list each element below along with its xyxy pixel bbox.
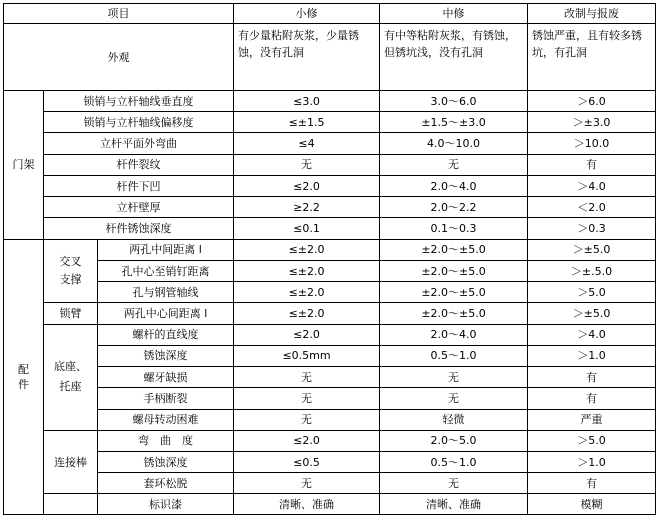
row-medium: 2.0～2.2 bbox=[380, 197, 528, 218]
table-row bbox=[4, 388, 656, 409]
table-row bbox=[4, 473, 656, 494]
row-name: 孔与钢管轴线 bbox=[98, 282, 234, 303]
row-name: 杆件下凹 bbox=[44, 175, 234, 196]
row-medium: ±2.0～±5.0 bbox=[380, 303, 528, 324]
table-row bbox=[4, 154, 656, 175]
row-name: 锈蚀深度 bbox=[98, 345, 234, 366]
row-medium: ±2.0～±5.0 bbox=[380, 260, 528, 281]
row-minor: 无 bbox=[234, 409, 380, 430]
table-row bbox=[4, 494, 656, 515]
row-medium: 0.5～1.0 bbox=[380, 452, 528, 473]
row-minor: 无 bbox=[234, 388, 380, 409]
row-minor: ≤±2.0 bbox=[234, 260, 380, 281]
accessories-label bbox=[4, 239, 44, 514]
table-row bbox=[4, 239, 656, 260]
lock-arm-label: 锁臂 bbox=[44, 303, 98, 324]
row-scrap: ＞±.5.0 bbox=[528, 260, 656, 281]
header-minor: 小修 bbox=[234, 4, 380, 24]
cross-brace-label bbox=[44, 239, 98, 303]
table-row bbox=[4, 175, 656, 196]
row-scrap: ＞0.3 bbox=[528, 218, 656, 239]
row-minor: 无 bbox=[234, 367, 380, 388]
appearance-medium: 有中等粘附灰浆，有锈蚀，但锈坑浅，没有孔洞 bbox=[380, 24, 528, 91]
row-name: 螺杆的直线度 bbox=[98, 324, 234, 345]
row-scrap: 有 bbox=[528, 388, 656, 409]
header-item: 项目 bbox=[4, 4, 234, 24]
appearance-scrap: 锈蚀严重，且有较多锈坑，有孔洞 bbox=[528, 24, 656, 91]
table-row bbox=[4, 218, 656, 239]
appearance-minor: 有少量粘附灰浆，少量锈蚀，没有孔洞 bbox=[234, 24, 380, 91]
row-name: 套环松脱 bbox=[98, 473, 234, 494]
row-minor: 无 bbox=[234, 473, 380, 494]
row-scrap: ＞6.0 bbox=[528, 91, 656, 112]
row-name: 弯 曲 度 bbox=[98, 430, 234, 451]
table-row bbox=[4, 324, 656, 345]
row-scrap: ＞±5.0 bbox=[528, 303, 656, 324]
accessories-label-text: 配件 bbox=[18, 362, 29, 391]
row-minor: ≤4 bbox=[234, 133, 380, 154]
row-minor: ≤2.0 bbox=[234, 175, 380, 196]
header-row bbox=[4, 4, 656, 24]
row-scrap: ＞5.0 bbox=[528, 430, 656, 451]
row-name: 标识漆 bbox=[98, 494, 234, 515]
row-name: 两孔中间距离 l bbox=[98, 239, 234, 260]
connector-label: 连接棒 bbox=[44, 430, 98, 494]
row-medium: ±2.0～±5.0 bbox=[380, 282, 528, 303]
row-minor: ≤±2.0 bbox=[234, 282, 380, 303]
row-name: 螺母转动困难 bbox=[98, 409, 234, 430]
table-row bbox=[4, 303, 656, 324]
row-scrap: ＞10.0 bbox=[528, 133, 656, 154]
row-name: 锈蚀深度 bbox=[98, 452, 234, 473]
table-row bbox=[4, 112, 656, 133]
row-scrap: ＞4.0 bbox=[528, 324, 656, 345]
row-medium: ±2.0～±5.0 bbox=[380, 239, 528, 260]
row-scrap: ＞±5.0 bbox=[528, 239, 656, 260]
row-medium: 0.5～1.0 bbox=[380, 345, 528, 366]
row-medium: 无 bbox=[380, 367, 528, 388]
row-medium: 无 bbox=[380, 388, 528, 409]
row-name: 杆件裂纹 bbox=[44, 154, 234, 175]
row-name: 手柄断裂 bbox=[98, 388, 234, 409]
row-name: 螺牙缺损 bbox=[98, 367, 234, 388]
row-name: 杆件锈蚀深度 bbox=[44, 218, 234, 239]
row-scrap: ＞4.0 bbox=[528, 175, 656, 196]
table-row bbox=[4, 409, 656, 430]
cross-brace-label-text: 交叉支撑 bbox=[59, 255, 82, 286]
header-scrap: 改制与报废 bbox=[528, 4, 656, 24]
row-name: 立杆壁厚 bbox=[44, 197, 234, 218]
row-medium: ±1.5～±3.0 bbox=[380, 112, 528, 133]
row-medium: 无 bbox=[380, 473, 528, 494]
row-medium: 0.1～0.3 bbox=[380, 218, 528, 239]
row-minor: ≤3.0 bbox=[234, 91, 380, 112]
table-row bbox=[4, 197, 656, 218]
table-row bbox=[4, 133, 656, 154]
row-scrap: ＞1.0 bbox=[528, 452, 656, 473]
row-name: 两孔中心间距离 l bbox=[98, 303, 234, 324]
row-scrap: 有 bbox=[528, 154, 656, 175]
row-scrap: ＞1.0 bbox=[528, 345, 656, 366]
row-name: 锁销与立杆轴线偏移度 bbox=[44, 112, 234, 133]
row-minor: ≤±2.0 bbox=[234, 239, 380, 260]
row-name: 锁销与立杆轴线垂直度 bbox=[44, 91, 234, 112]
row-medium: 无 bbox=[380, 154, 528, 175]
row-medium: 2.0～5.0 bbox=[380, 430, 528, 451]
row-medium: 清晰、准确 bbox=[380, 494, 528, 515]
table-row bbox=[4, 282, 656, 303]
row-scrap: ＞5.0 bbox=[528, 282, 656, 303]
row-scrap: 有 bbox=[528, 367, 656, 388]
row-minor: 清晰、准确 bbox=[234, 494, 380, 515]
row-minor: 无 bbox=[234, 154, 380, 175]
row-medium: 4.0～10.0 bbox=[380, 133, 528, 154]
row-minor: ≤2.0 bbox=[234, 324, 380, 345]
row-minor: ≤0.1 bbox=[234, 218, 380, 239]
table-row bbox=[4, 430, 656, 451]
row-scrap: ＞±3.0 bbox=[528, 112, 656, 133]
row-medium: 2.0～4.0 bbox=[380, 324, 528, 345]
inspection-standard-table bbox=[3, 3, 656, 515]
row-scrap: 模糊 bbox=[528, 494, 656, 515]
row-medium: 轻微 bbox=[380, 409, 528, 430]
appearance-label: 外观 bbox=[4, 24, 234, 91]
row-scrap: 有 bbox=[528, 473, 656, 494]
row-name: 立杆平面外弯曲 bbox=[44, 133, 234, 154]
row-scrap: ＜2.0 bbox=[528, 197, 656, 218]
appearance-row bbox=[4, 24, 656, 91]
row-medium: 2.0～4.0 bbox=[380, 175, 528, 196]
row-scrap: 严重 bbox=[528, 409, 656, 430]
table-row bbox=[4, 260, 656, 281]
table-row bbox=[4, 345, 656, 366]
header-medium: 中修 bbox=[380, 4, 528, 24]
row-minor: ≥2.2 bbox=[234, 197, 380, 218]
row-minor: ≤±1.5 bbox=[234, 112, 380, 133]
row-minor: ≤±2.0 bbox=[234, 303, 380, 324]
row-minor: ≤0.5 bbox=[234, 452, 380, 473]
table-row bbox=[4, 367, 656, 388]
row-minor: ≤0.5mm bbox=[234, 345, 380, 366]
table-row bbox=[4, 91, 656, 112]
row-minor: ≤2.0 bbox=[234, 430, 380, 451]
marking-group-blank bbox=[44, 494, 98, 515]
door-frame-label: 门架 bbox=[4, 91, 44, 240]
table-row bbox=[4, 452, 656, 473]
row-medium: 3.0～6.0 bbox=[380, 91, 528, 112]
base-label-text: 底座、托座 bbox=[54, 360, 87, 394]
row-name: 孔中心至销钉距离 bbox=[98, 260, 234, 281]
base-label bbox=[44, 324, 98, 430]
